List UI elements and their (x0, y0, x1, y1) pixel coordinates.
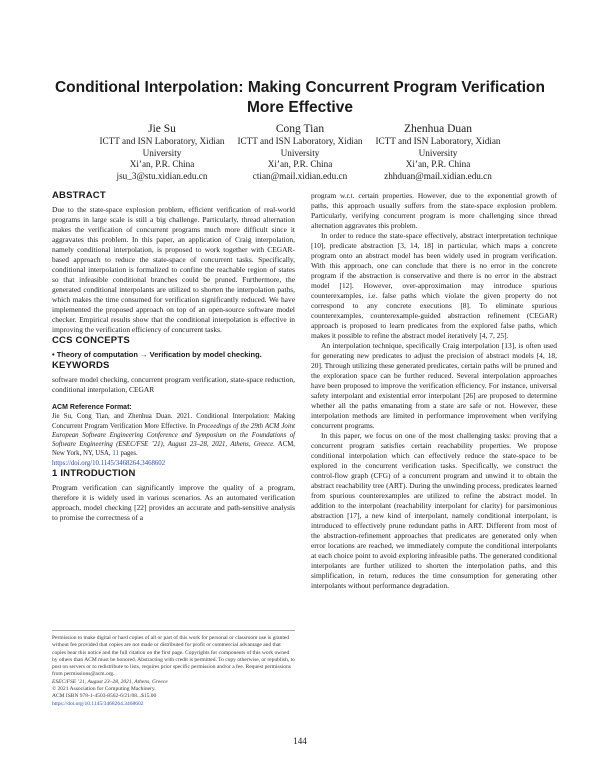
permission-doi-link[interactable]: https://doi.org/10.1145/3468264.3468602 (52, 700, 144, 707)
abstract-text: Due to the state-space explosion problem, efficient verification of real-world programs in large scale is still a big challenge. Particularly, thread alternation makes the verification of concurrent programs much more difficult since it aggravates this problem. In this paper, an application of Craig interpolation, namely conditional interpolation, is proposed to work together with CEGAR-based approach to reduce the state-space of concurrent tasks. Specifically, conditional interpolation is formalized to confine the reachable region of states so that infeasible conditional branches could be pruned. Furthermore, the generated conditional interpolants are utilized to shorten the interpolation paths, which makes the time consumed for verification significantly reduced. We have implemented the proposed approach on top of an open-source software model checker. Empirical results show that the conditional interpolation is effective in improving the verification efficiency of concurrent tasks. (52, 205, 295, 334)
author-affiliation-2: University (418, 147, 458, 158)
paper-title: Conditional Interpolation: Making Concurrent Program Verification More Effective (54, 79, 545, 116)
acm-reference-title: ACM Reference Format: (52, 404, 132, 411)
author-email[interactable]: zhhduan@mail.xidian.edu.cn (384, 170, 492, 181)
acm-reference-authors: Jie Su, Cong Tian, and Zhenhua Duan. 2021. Conditional Interpolation: Making Concurrent Program Verification More Effective. In (52, 413, 295, 430)
acm-reference (52, 403, 295, 468)
permission-text: Permission to make digital or hard copies of all or part of this work for personal or classroom use is granted without fee provided that copies are not made or distributed for profit or commercial advantage and that copies bear this notice and the full citation on the first page. Copyrights for components of this work owned by others than ACM must be honored. Abstracting with credit is permitted. To copy otherwise, or republish, to post on servers or to redistribute to lists, requires prior specific permission and/or a fee. Request permissions from permissions@acm.org. (52, 635, 295, 678)
permission-isbn: ACM ISBN 978-1-4503-8562-6/21/08...$15.00 (52, 693, 157, 700)
author-3 (353, 122, 523, 182)
acm-reference-venue: Proceedings of the 29th ACM Joint European Software Engineering Conference and Symposium on the Foundations of Software Engineering (ESEC/FSE ’21), August 23–28, 2021, Athens, Greece. (52, 422, 295, 449)
acm-reference-publisher: ACM, New York, NY, USA, (52, 441, 295, 458)
introduction-paragraph: Program verification can significantly improve the quality of a program, therefore it is widely used in various scenarios. As an automated verification approach, model checking [22] provides an accurate and path-sensitive analysis to promise the correctness of a (52, 483, 295, 523)
permission-copyright: © 2021 Association for Computing Machinery. (52, 686, 156, 693)
author-location: Xi’an, P.R. China (405, 159, 471, 169)
author-name: Cong Tian (275, 123, 325, 135)
ccs-heading: CCS CONCEPTS (52, 335, 130, 346)
acm-reference-pages-link[interactable]: 11 (112, 450, 119, 458)
right-paragraph-3: An interpolation technique, specifically Craig interpolation [13], is often used for generating new predicates to adjust the precision of abstract models [4, 18, 20]. Through utilizing these generated predicates, certain paths will be pruned and the exploration space can be further reduced. Several interpolation approaches have been proposed to improve the verification efficiency. For instance, universal safety interpolant and existential error interpolant [26] are proposed to determine whether all the paths emanating from a state are safe or not. However, these interpolation methods are limited in performance improvement when verifying concurrent programs. (311, 341, 557, 430)
ccs-concept[interactable]: • Theory of computation → Verification by model checking. (52, 350, 262, 359)
author-email[interactable]: jsu_3@stu.xidian.edu.cn (116, 170, 208, 181)
author-affiliation-2: University (142, 147, 182, 158)
right-paragraph-1: program w.r.t. certain properties. However, due to the exponential growth of paths, this approach usually suffers from the state-space explosion problem. Particularly, verifying concurrent program is more challenging since thread alternation aggravates this problem. (311, 191, 557, 230)
introduction-heading: 1 INTRODUCTION (52, 468, 136, 480)
page-number: 144 (293, 736, 307, 746)
permission-notice (52, 630, 295, 708)
left-column (52, 190, 295, 523)
author-affiliation: ICTT and ISN Laboratory, Xidian (237, 136, 363, 146)
acm-reference-doi-link[interactable]: https://doi.org/10.1145/3468264.3468602 (52, 459, 166, 467)
permission-venue: ESEC/FSE ’21, August 23–28, 2021, Athens, Greece (52, 678, 168, 685)
author-email[interactable]: ctian@mail.xidian.edu.cn (252, 170, 348, 181)
right-paragraph-2: In order to reduce the state-space effectively, abstract interpretation technique [10], predicate abstraction [3, 14, 18] in particular, which maps a concrete program onto an abstract model has been widely used in program verification. With this approach, one can conclude that there is no error in the concrete program if the abstraction is conservative and there is no error in the abstract model [12]. However, over-approximation may introduce spurious counterexamples, i.e. false paths which violate the given property do not correspond to any concrete executions [8]. To eliminate spurious counterexamples, counterexample-guided abstraction refinement (CEGAR) approach is proposed to learn predicates from the explored false paths, which makes it possible to refine the abstract model iteratively [4, 7, 25]. (311, 231, 557, 340)
acm-reference-pages-suffix: pages. (118, 450, 138, 458)
author-affiliation: ICTT and ISN Laboratory, Xidian (99, 136, 225, 146)
author-name: Zhenhua Duan (403, 123, 473, 135)
right-column (311, 191, 557, 591)
author-affiliation: ICTT and ISN Laboratory, Xidian (375, 136, 501, 146)
keywords-heading: KEYWORDS (52, 360, 110, 371)
keywords-text: software model checking, concurrent program verification, state-space reduction, conditional interpolation, CEGAR (52, 375, 295, 394)
author-name: Jie Su (148, 123, 176, 135)
author-location: Xi’an, P.R. China (267, 159, 333, 169)
author-location: Xi’an, P.R. China (129, 159, 195, 169)
abstract-heading: ABSTRACT (52, 190, 106, 201)
author-affiliation-2: University (280, 147, 320, 158)
right-paragraph-4: In this paper, we focus on one of the most challenging tasks: proving that a concurrent program satisfies certain reachability properties. We propose conditional interpolation which can effectively reduce the state-space to be explored in the concurrent verification tasks. Specifically, we construct the control-flow graph (CFG) of a concurrent program and unwind it to obtain the abstract reachability tree (ART). During the unwinding process, predicates learned from spurious counterexamples are utilized to refine the abstract model. In addition to the interpolant (reachability interpolant for clarity) for parsimonious abstraction [17], a new kind of interpolant, namely conditional interpolant, is introduced to effectively prune redundant paths in ART. Different from most of the abstraction-refinement approaches that predicates are generated only when error locations are reached, we immediately compute the conditional interpolants at each choice point to avoid exploring infeasible paths. The generated conditional interpolants are further utilized to shorten the interpolation paths, and this simplification, in return, reduces the time consumption for generating other interpolants without performance degradation. (311, 431, 557, 590)
